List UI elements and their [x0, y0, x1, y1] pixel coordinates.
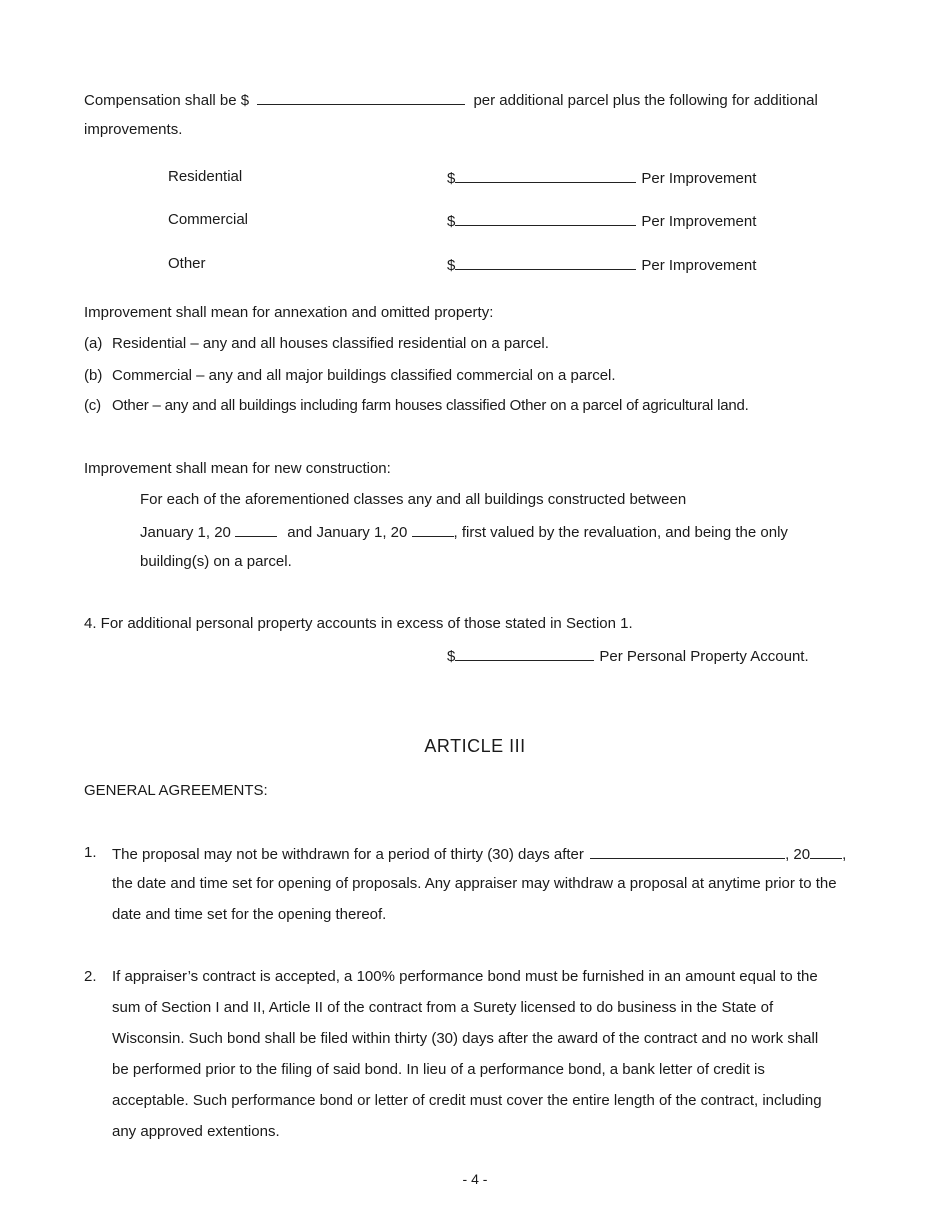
- year-blank: [810, 843, 842, 859]
- agreement-2-line: any approved extentions.: [112, 1123, 280, 1140]
- annexation-item-c: [84, 396, 749, 416]
- new-construction-intro: Improvement shall mean for new construction:: [84, 460, 391, 477]
- agreement-2-line: Wisconsin. Such bond shall be filed within thirty (30) days after the award of the contract and no work shall: [112, 1030, 819, 1047]
- agreement-1-text-c: ,: [842, 846, 847, 863]
- agreement-1-first-line: [112, 843, 846, 865]
- compensation-amount-blank: [257, 89, 465, 105]
- rate-unit: Per Improvement: [641, 257, 757, 274]
- agreement-2-line: be performed prior to the filing of said bond. In lieu of a performance bond, a bank letter of credit is: [112, 1061, 765, 1078]
- item-marker: (b): [84, 367, 103, 384]
- article-title: ARTICLE III: [424, 736, 526, 756]
- year-blank-2: [412, 521, 454, 537]
- annexation-item-a: [84, 334, 549, 354]
- rate-blank: [455, 645, 594, 661]
- item-marker: (a): [84, 335, 103, 352]
- rate-unit: Per Improvement: [641, 213, 757, 230]
- agreement-1-text-b: , 20: [785, 846, 811, 863]
- date-prefix-2: and January 1, 20: [287, 524, 408, 541]
- compensation-prefix: Compensation shall be $: [84, 92, 250, 109]
- date-prefix-1: January 1, 20: [140, 524, 231, 541]
- new-construction-line3: building(s) on a parcel.: [140, 553, 292, 570]
- personal-property-rate: [447, 645, 809, 667]
- annexation-item-b: [84, 366, 616, 386]
- rate-unit: Per Improvement: [641, 170, 757, 187]
- rate-label-other: Other: [168, 255, 206, 272]
- agreement-2-line: If appraiser’s contract is accepted, a 100% performance bond must be furnished in an amount equal to the: [112, 968, 818, 985]
- line2-suffix: , first valued by the revaluation, and being the only: [453, 524, 788, 541]
- currency-symbol: $: [447, 648, 456, 665]
- article-subtitle: GENERAL AGREEMENTS:: [84, 782, 268, 799]
- new-construction-line2: [140, 521, 788, 543]
- compensation-line: [84, 89, 818, 111]
- new-construction-line1: For each of the aforementioned classes any and all buildings constructed between: [140, 491, 687, 508]
- agreement-number-2: 2.: [84, 968, 97, 985]
- rate-blank: [455, 254, 636, 270]
- agreement-2-line: sum of Section I and II, Article II of the contract from a Surety licensed to do business in the State of: [112, 999, 774, 1016]
- agreement-1-line: the date and time set for opening of proposals. Any appraiser may withdraw a proposal at anytime prior to the: [112, 875, 837, 892]
- date-blank: [590, 843, 785, 859]
- item-text: Other – any and all buildings including farm houses classified Other on a parcel of agricultural land.: [112, 397, 749, 414]
- currency-symbol: $: [447, 257, 456, 274]
- agreement-2-line: acceptable. Such performance bond or letter of credit must cover the entire length of the contract, including: [112, 1092, 822, 1109]
- rate-residential: [447, 167, 756, 189]
- rate-blank: [455, 210, 636, 226]
- year-blank-1: [235, 521, 277, 537]
- agreement-number-1: 1.: [84, 844, 97, 861]
- agreement-1-text-a: The proposal may not be withdrawn for a period of thirty (30) days after: [112, 846, 584, 863]
- rate-other: [447, 254, 756, 276]
- rate-blank: [455, 167, 636, 183]
- item-marker: (c): [84, 397, 101, 414]
- page-number: - 4 -: [462, 1171, 488, 1187]
- compensation-suffix: per additional parcel plus the following for additional: [473, 92, 818, 109]
- rate-label-residential: Residential: [168, 168, 243, 185]
- rate-unit: Per Personal Property Account.: [599, 648, 809, 665]
- personal-property-text: 4. For additional personal property accounts in excess of those stated in Section 1.: [84, 615, 633, 632]
- item-text: Residential – any and all houses classified residential on a parcel.: [112, 335, 549, 352]
- rate-commercial: [447, 210, 756, 232]
- annexation-intro: Improvement shall mean for annexation and omitted property:: [84, 304, 494, 321]
- agreement-1-line: date and time set for the opening thereof.: [112, 906, 387, 923]
- currency-symbol: $: [447, 170, 456, 187]
- compensation-continuation: improvements.: [84, 121, 183, 138]
- rate-label-commercial: Commercial: [168, 211, 249, 228]
- item-text: Commercial – any and all major buildings classified commercial on a parcel.: [112, 367, 616, 384]
- currency-symbol: $: [447, 213, 456, 230]
